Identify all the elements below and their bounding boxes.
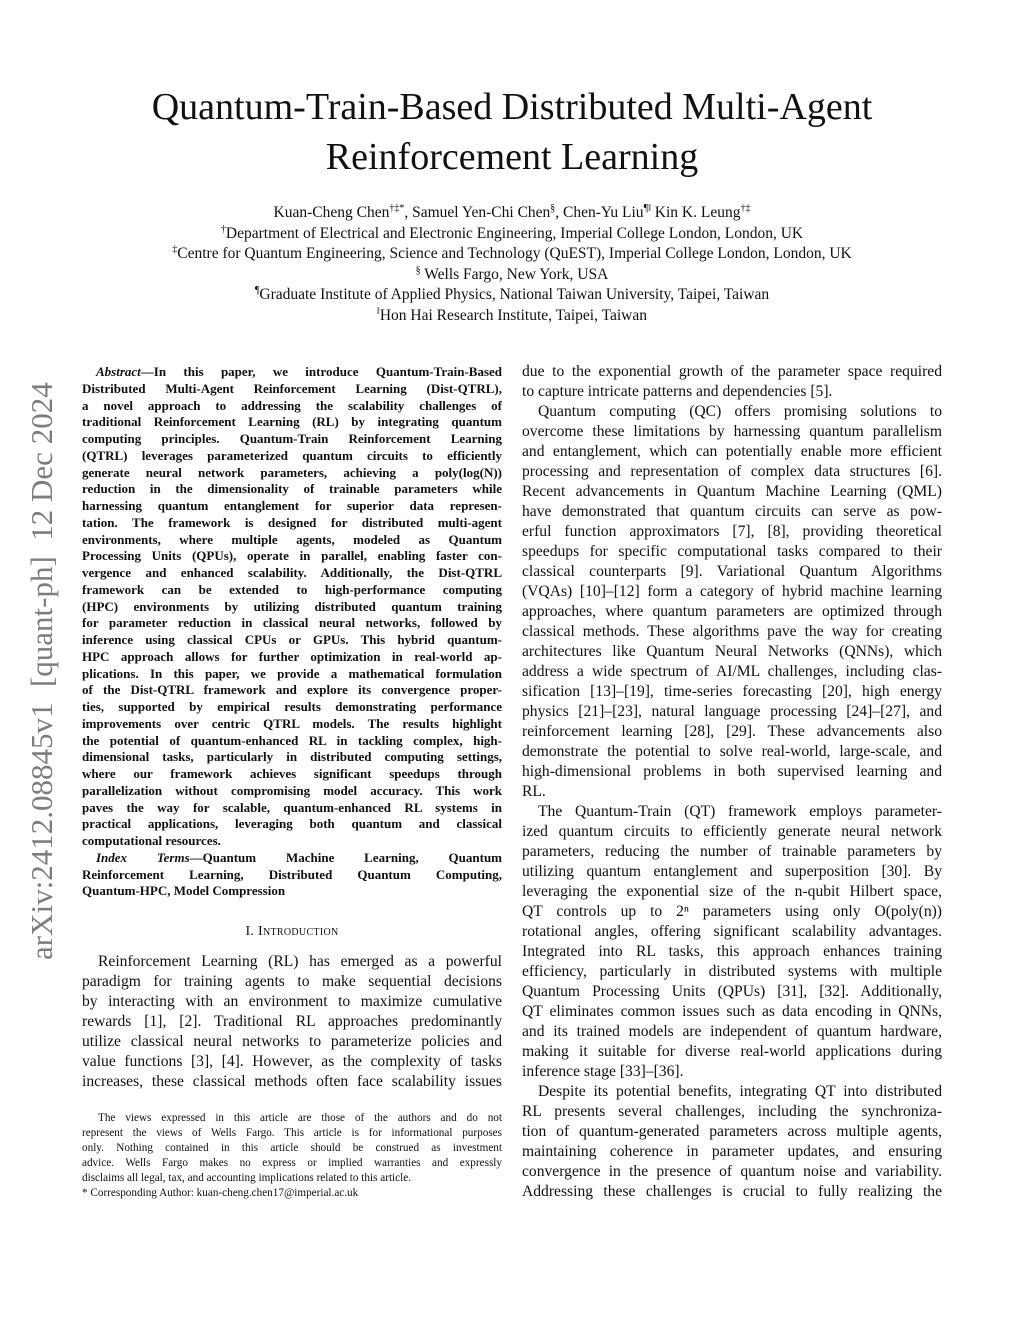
abstract-line — [82, 833, 502, 850]
line-text: the potential of quantum-enhanced RL in tackling complex, high- — [82, 732, 502, 748]
line-text: increases, these classical methods often face scalability issues — [82, 1073, 502, 1090]
body-text-line — [522, 882, 942, 902]
abstract-line — [82, 481, 502, 498]
line-text: parameters, reducing the number of trainable parameters by — [522, 843, 942, 860]
line-text: classical methods. These algorithms pave the way for creating — [522, 623, 942, 640]
body-text-line — [522, 802, 942, 822]
body-text-line — [522, 602, 942, 622]
affiliation-mark: ‡ — [172, 244, 178, 256]
abstract-line — [82, 381, 502, 398]
abstract-line — [82, 766, 502, 783]
line-text: disclaims all legal, tax, and accounting implications related to this article. — [82, 1172, 411, 1184]
author-mark: †‡ — [740, 203, 751, 214]
line-text: Quantum-HPC, Model Compression — [82, 883, 286, 899]
line-text: only. Nothing contained in this article should be construed as investment — [82, 1142, 502, 1154]
body-text-line — [82, 1072, 502, 1092]
line-text: * Corresponding Author: kuan-cheng.chen17@imperial.ac.uk — [82, 1187, 359, 1199]
line-text: classical counterparts [9]. Variational Quantum Algorithms — [522, 563, 942, 580]
affiliation — [0, 265, 1024, 286]
line-text: architectures like Quantum Neural Networks (QNNs), which — [522, 643, 942, 660]
line-text: efficiency, particularly in distributed systems with multiple — [522, 963, 942, 980]
body-text-line — [522, 862, 942, 882]
line-text: Recent advancements in Quantum Machine Learning (QML) — [522, 483, 942, 500]
abstract-line — [82, 515, 502, 532]
abstract-label: Abstract — [96, 364, 141, 379]
affiliation — [0, 285, 1024, 306]
body-text-line — [522, 782, 942, 802]
body-text-line — [522, 702, 942, 722]
author-name: Samuel Yen-Chi Chen — [412, 204, 551, 221]
body-text-line — [82, 1052, 502, 1072]
line-text: where our framework achieves significant speedups through — [82, 766, 502, 781]
affiliation-text: Wells Fargo, New York, USA — [420, 265, 609, 283]
line-text: approaches, where quantum parameters are optimized through — [522, 603, 942, 620]
body-text-line — [522, 402, 942, 422]
right-column-text — [522, 362, 942, 1202]
body-text-line — [522, 1182, 942, 1202]
line-text: address a wide spectrum of AI/ML challenges, including clas- — [522, 663, 942, 680]
body-text-line — [522, 1162, 942, 1182]
line-text: QT eliminates common issues such as data encoding in QNNs, — [522, 1003, 942, 1020]
line-text: leveraging the exponential size of the n-qubit Hilbert space, — [522, 883, 942, 900]
line-text: high-dimensional problems in both supervised learning and — [522, 763, 942, 780]
body-text-line — [522, 622, 942, 642]
line-text: reinforcement learning [28], [29]. These advancements also — [522, 723, 942, 740]
line-text: Reinforcement Learning (RL) has emerged as a powerful — [98, 953, 502, 970]
line-text: generate neural network parameters, achieving a poly(log(N)) — [82, 464, 502, 480]
body-text-line — [522, 362, 942, 382]
affiliation-text: Hon Hai Research Institute, Taipei, Taiwan — [379, 306, 647, 324]
line-text: ties, supported by empirical results demonstrating performance — [82, 699, 502, 714]
body-text-line — [522, 822, 942, 842]
index-terms-line — [82, 883, 502, 900]
line-text: maintaining coherence in parameter updates, and ensuring — [522, 1143, 942, 1160]
line-text: erful function approximators [7], [8], providing theoretical — [522, 523, 942, 540]
footnote-line — [82, 1171, 502, 1186]
body-text-line — [522, 722, 942, 742]
body-text-line — [522, 742, 942, 762]
line-text: Processing Units (QPUs), operate in parallel, enabling faster con- — [82, 548, 502, 564]
abstract-line — [82, 816, 502, 833]
body-text-line — [522, 482, 942, 502]
line-text: The views expressed in this article are those of the authors and do not — [98, 1112, 502, 1124]
footnote-line — [82, 1156, 502, 1171]
affiliation-mark: † — [220, 223, 226, 235]
line-text: vergence and enhanced scalability. Additionally, the Dist-QTRL — [82, 565, 502, 580]
affiliation — [0, 224, 1024, 245]
body-text-line — [522, 1042, 942, 1062]
body-text-line — [522, 462, 942, 482]
abstract-line — [82, 414, 502, 431]
line-text: convergence in the presence of quantum noise and variability. — [522, 1163, 942, 1180]
body-text-line — [522, 842, 942, 862]
line-text: Reinforcement Learning, Distributed Quantum Computing, — [82, 866, 502, 882]
line-text: traditional Reinforcement Learning (RL) by integrating quantum — [82, 414, 502, 430]
affiliation-text: Department of Electrical and Electronic Engineering, Imperial College London, London, UK — [225, 224, 804, 242]
abstract-line — [82, 565, 502, 582]
body-text-line — [82, 992, 502, 1012]
line-text: processing and representation of complex data structures [6]. — [522, 463, 942, 480]
abstract-line — [82, 431, 502, 448]
line-text: and entanglement, which can potentially enable more efficient — [522, 443, 942, 460]
body-text-line — [522, 762, 942, 782]
line-text: rotational angles, offering significant scalability advantages. — [522, 923, 942, 940]
line-text: to capture intricate patterns and dependencies [5]. — [522, 383, 833, 400]
corresponding-author — [82, 1186, 502, 1201]
body-text-line — [82, 952, 502, 972]
abstract-line — [82, 749, 502, 766]
line-text: Despite its potential benefits, integrating QT into distributed — [538, 1083, 942, 1100]
affiliation — [0, 244, 1024, 265]
line-text: making it suitable for diverse real-world applications during — [522, 1043, 942, 1060]
affiliation-mark: ‖ — [377, 305, 380, 317]
body-text-line — [522, 962, 942, 982]
line-text: framework can be extended to high-performance computing — [82, 581, 502, 597]
line-text: demonstrate the potential to solve real-world, large-scale, and — [522, 743, 942, 760]
body-text-line — [522, 502, 942, 522]
abstract-line — [82, 733, 502, 750]
line-text: sification [13]–[19], time-series forecasting [20], high energy — [522, 683, 942, 700]
arxiv-identifier-stamp: arXiv:2412.08845v1 [quant-ph] 12 Dec 2024 — [24, 382, 59, 960]
line-text: value functions [3], [4]. However, as the complexity of tasks — [82, 1053, 502, 1070]
body-text-line — [522, 562, 942, 582]
body-text-line — [522, 1082, 942, 1102]
abstract-line — [82, 465, 502, 482]
line-text: computational resources. — [82, 833, 221, 848]
separator: , — [555, 204, 564, 221]
line-text: (HPC) environments by utilizing distributed quantum training — [82, 598, 502, 614]
line-text: (VQAs) [10]–[12] form a category of hybrid machine learning — [522, 583, 942, 600]
affiliation-mark: § — [415, 264, 421, 276]
body-text-line — [522, 682, 942, 702]
footnote-line — [82, 1111, 502, 1126]
body-text-line — [82, 1032, 502, 1052]
body-text-line — [522, 422, 942, 442]
line-text: (QTRL) leverages parameterized quantum circuits to efficiently — [82, 447, 502, 463]
line-text: —In this paper, we introduce Quantum-Train-Based — [140, 364, 502, 379]
abstract-line — [82, 398, 502, 415]
line-text: paradigm for training agents to make sequential decisions — [82, 973, 502, 990]
footnote-line — [82, 1126, 502, 1141]
line-text: dimensional tasks, particularly in distributed computing settings, — [82, 749, 502, 765]
affiliation-text: Graduate Institute of Applied Physics, National Taiwan University, Taipei, Taiwan — [259, 286, 770, 304]
author-list — [0, 203, 1024, 224]
paper-title — [0, 82, 1024, 182]
line-text: —Quantum Machine Learning, Quantum — [189, 849, 502, 865]
line-text: rewards [1], [2]. Traditional RL approaches predominantly — [82, 1013, 502, 1030]
title-line: Reinforcement Learning — [325, 136, 699, 178]
line-text: Quantum computing (QC) offers promising solutions to — [538, 403, 942, 420]
body-text-line — [522, 1142, 942, 1162]
index-terms-line — [82, 850, 502, 867]
body-text-line — [522, 902, 942, 922]
line-text: speedups for specific computational tasks compared to their — [522, 543, 942, 560]
line-text: environments, where multiple agents, modeled as Quantum — [82, 531, 502, 547]
body-text-line — [522, 1102, 942, 1122]
body-text-line — [522, 1002, 942, 1022]
line-text: paves the way for scalable, quantum-enhanced RL systems in — [82, 799, 502, 815]
line-text: ized quantum circuits to efficiently generate neural network — [522, 823, 942, 840]
line-text: practical applications, leveraging both quantum and classical — [82, 816, 502, 832]
body-text-line — [82, 1012, 502, 1032]
affiliation-mark: ¶ — [254, 285, 260, 297]
line-text: The Quantum-Train (QT) framework employs parameter- — [538, 803, 942, 820]
body-text-line — [522, 522, 942, 542]
author-block — [0, 203, 1024, 327]
abstract-line — [82, 498, 502, 515]
abstract-line — [82, 716, 502, 733]
line-text: reduction in the dimensionality of trainable parameters while — [82, 481, 502, 497]
abstract-line — [82, 682, 502, 699]
line-text: due to the exponential growth of the parameter space required — [522, 363, 942, 380]
abstract-line — [82, 666, 502, 683]
author-name: Kuan-Cheng Chen — [273, 204, 390, 221]
line-text: of the Dist-QTRL framework and explore its convergence proper- — [82, 682, 502, 698]
introduction-text — [82, 952, 502, 1092]
body-text-line — [522, 642, 942, 662]
line-text: for parameter reduction in classical neural networks, followed by — [82, 615, 502, 631]
index-terms-line — [82, 867, 502, 884]
abstract-line — [82, 649, 502, 666]
abstract-line — [82, 615, 502, 632]
author-name: Chen-Yu Liu — [563, 204, 644, 221]
author-mark: § — [550, 203, 556, 214]
section-heading: I. Introduction — [245, 924, 339, 939]
abstract-line — [82, 548, 502, 565]
abstract-line — [82, 532, 502, 549]
index-terms-label: Index Terms — [96, 849, 190, 865]
body-text-line — [522, 442, 942, 462]
body-text-line — [522, 382, 942, 402]
line-text: tion of quantum-generated parameters across multiple agents, — [522, 1123, 942, 1140]
abstract-line — [82, 448, 502, 465]
line-text: inference using classical CPUs or GPUs. This hybrid quantum- — [82, 632, 502, 647]
body-text-line — [522, 542, 942, 562]
abstract-line — [82, 800, 502, 817]
affiliation — [0, 306, 1024, 327]
abstract-line — [82, 599, 502, 616]
author-mark: ¶‖ — [643, 203, 651, 214]
body-text-line — [82, 972, 502, 992]
line-text: utilize classical neural networks to parameterize policies and — [82, 1033, 502, 1050]
line-text: Integrated into RL tasks, this approach enhances training — [522, 943, 942, 960]
body-text-line — [522, 1022, 942, 1042]
abstract — [82, 364, 502, 900]
body-text-line — [522, 662, 942, 682]
line-text: have demonstrated that quantum circuits can serve as pow- — [522, 503, 942, 520]
body-text-line — [522, 922, 942, 942]
line-text: parallelization without compromising model accuracy. This work — [82, 782, 502, 798]
separator: , — [404, 204, 413, 221]
line-text: represent the views of Wells Fargo. This article is for informational purposes — [82, 1127, 502, 1139]
line-text: a novel approach to addressing the scalability challenges of — [82, 397, 502, 413]
line-text: advice. Wells Fargo makes no express or implied warranties and expressly — [82, 1157, 502, 1169]
footnote — [82, 1111, 502, 1201]
abstract-line — [82, 783, 502, 800]
abstract-line — [82, 632, 502, 649]
line-text: tation. The framework is designed for distributed multi-agent — [82, 514, 502, 530]
line-text: and its trained models are independent of quantum hardware, — [522, 1023, 942, 1040]
abstract-line — [82, 699, 502, 716]
line-text: QT controls up to 2ⁿ parameters using only O(poly(n)) — [522, 903, 942, 920]
author-name: Kin K. Leung — [654, 204, 741, 221]
line-text: Distributed Multi-Agent Reinforcement Learning (Dist-QTRL), — [82, 380, 502, 396]
line-text: utilizing quantum entanglement and superposition [30]. By — [522, 863, 942, 880]
body-text-line — [522, 982, 942, 1002]
affiliation-text: Centre for Quantum Engineering, Science and Technology (QuEST), Imperial College London, London, UK — [177, 245, 852, 263]
line-text: RL. — [522, 783, 546, 800]
line-text: HPC approach allows for further optimization in real-world ap- — [82, 648, 502, 664]
title-line: Quantum-Train-Based Distributed Multi-Agent — [151, 86, 873, 128]
line-text: by interacting with an environment to maximize cumulative — [82, 993, 502, 1010]
body-text-line — [522, 1062, 942, 1082]
body-text-line — [522, 1122, 942, 1142]
line-text: physics [21]–[23], natural language processing [24]–[27], and — [522, 703, 942, 720]
body-text-line — [522, 582, 942, 602]
line-text: RL presents several challenges, including the synchroniza- — [522, 1103, 942, 1120]
line-text: overcome these limitations by harnessing quantum parallelism — [522, 423, 942, 440]
abstract-line — [82, 364, 502, 381]
line-text: Quantum Processing Units (QPUs) [31], [32]. Additionally, — [522, 983, 942, 1000]
author-mark: †‡* — [389, 203, 405, 214]
body-text-line — [522, 942, 942, 962]
abstract-line — [82, 582, 502, 599]
line-text: computing principles. Quantum-Train Reinforcement Learning — [82, 431, 502, 446]
line-text: harnessing quantum entanglement for superior data represen- — [82, 498, 502, 513]
footnote-line — [82, 1141, 502, 1156]
line-text: improvements over centric QTRL models. The results highlight — [82, 715, 502, 731]
line-text: inference stage [33]–[36]. — [522, 1063, 684, 1080]
line-text: Addressing these challenges is crucial to fully realizing the — [522, 1183, 942, 1200]
line-text: plications. In this paper, we provide a mathematical formulation — [82, 665, 502, 681]
